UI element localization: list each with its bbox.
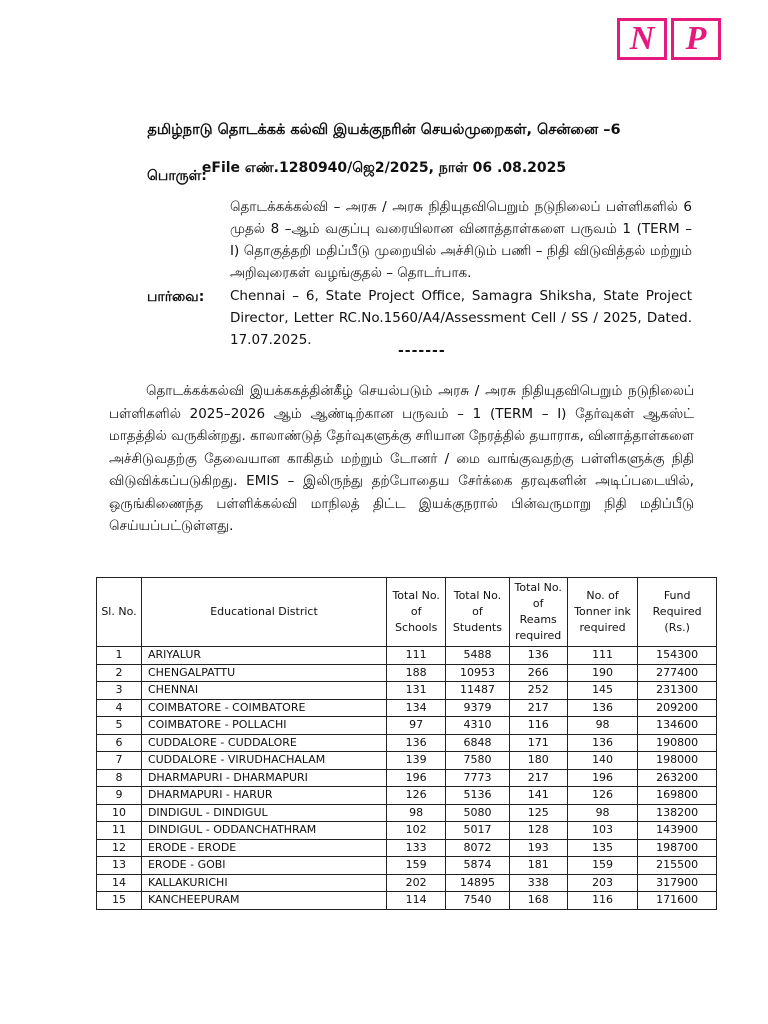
table-row [97,804,717,822]
cell-tonner: 126 [567,787,637,805]
cell-schools: 136 [387,734,446,752]
reference-text: Chennai – 6, State Project Office, Samagra Shiksha, State Project Director, Letter RC.No.1560/A4/Assessment Cell / SS / 2025, Dated. 17.07.2025. [230,288,692,348]
cell-reams: 168 [509,892,567,910]
cell-sl-no: 10 [97,804,142,822]
cell-reams: 116 [509,717,567,735]
cell-sl-no: 8 [97,769,142,787]
np-logo [617,18,721,60]
header-district: Educational District [141,578,386,647]
cell-students: 11487 [446,682,509,700]
cell-tonner: 111 [567,647,637,665]
cell-sl-no: 13 [97,857,142,875]
cell-fund: 190800 [638,734,717,752]
logo-letter-p: P [671,18,721,60]
cell-sl-no: 12 [97,839,142,857]
cell-tonner: 203 [567,874,637,892]
cell-schools: 202 [387,874,446,892]
cell-fund: 143900 [638,822,717,840]
cell-district: KANCHEEPURAM [141,892,386,910]
cell-schools: 133 [387,839,446,857]
cell-students: 5017 [446,822,509,840]
table-header-row [97,578,717,647]
cell-students: 7773 [446,769,509,787]
table-row [97,647,717,665]
table-row [97,752,717,770]
cell-sl-no: 11 [97,822,142,840]
cell-reams: 181 [509,857,567,875]
table-row [97,787,717,805]
cell-district: DINDIGUL - ODDANCHATHRAM [141,822,386,840]
cell-district: CHENNAI [141,682,386,700]
cell-students: 5488 [446,647,509,665]
cell-schools: 139 [387,752,446,770]
table-row [97,734,717,752]
cell-district: CHENGALPATTU [141,664,386,682]
cell-sl-no: 7 [97,752,142,770]
table-row [97,699,717,717]
table-row [97,839,717,857]
cell-fund: 138200 [638,804,717,822]
cell-district: CUDDALORE - VIRUDHACHALAM [141,752,386,770]
cell-fund: 277400 [638,664,717,682]
fund-table [96,577,717,910]
cell-tonner: 145 [567,682,637,700]
cell-fund: 134600 [638,717,717,735]
cell-students: 4310 [446,717,509,735]
subject-label: பொருள்: [147,168,207,184]
header-sl-no: Sl. No. [97,578,142,647]
cell-fund: 154300 [638,647,717,665]
table-row [97,682,717,700]
cell-reams: 180 [509,752,567,770]
cell-fund: 317900 [638,874,717,892]
cell-schools: 126 [387,787,446,805]
cell-schools: 188 [387,664,446,682]
cell-fund: 198000 [638,752,717,770]
cell-schools: 111 [387,647,446,665]
table-row [97,874,717,892]
separator: ------- [398,343,446,359]
cell-tonner: 136 [567,699,637,717]
cell-schools: 196 [387,769,446,787]
cell-tonner: 98 [567,717,637,735]
cell-district: ERODE - GOBI [141,857,386,875]
body-paragraph: தொடக்கக்கல்வி இயக்ககத்தின்கீழ் செயல்படும் அரசு / அரசு நிதியுதவிபெறும் நடுநிலைப் பள்ளிகளில் 2025–2026 ஆம் ஆண்டிற்கான பருவம் – 1 (TERM – I) தேர்வுகள் ஆகஸ்ட் மாதத்தில் வருகின்றது. காலாண்டுத் தேர்வுகளுக்கு சரியான நேரத்தில் தயாராக, வினாத்தாள்களை அச்சிடுவதற்கு தேவையான காகிதம் மற்றும் டோனர் / மை வாங்குவதற்கு பள்ளிகளுக்கு நிதி விடுவிக்கப்படுகிறது. EMIS – இலிருந்து தற்போதைய சேர்க்கை தரவுகளின் அடிப்படையில், ஒருங்கிணைந்த பள்ளிக்கல்வி மாநிலத் திட்ட இயக்குநரால் பின்வருமாறு நிதி மதிப்பீடு செய்யப்பட்டுள்ளது. [109,383,694,534]
cell-sl-no: 1 [97,647,142,665]
cell-tonner: 103 [567,822,637,840]
cell-district: DINDIGUL - DINDIGUL [141,804,386,822]
office-header: தமிழ்நாடு தொடக்கக் கல்வி இயக்குநரின் செயல்முறைகள், சென்னை –6 [147,122,621,138]
cell-district: ARIYALUR [141,647,386,665]
cell-students: 7540 [446,892,509,910]
cell-sl-no: 6 [97,734,142,752]
cell-students: 10953 [446,664,509,682]
cell-sl-no: 4 [97,699,142,717]
cell-reams: 125 [509,804,567,822]
cell-district: COIMBATORE - POLLACHI [141,717,386,735]
header-reams: Total No. of Reams required [509,578,567,647]
cell-schools: 97 [387,717,446,735]
table-row [97,769,717,787]
cell-sl-no: 5 [97,717,142,735]
table-row [97,822,717,840]
cell-tonner: 190 [567,664,637,682]
table-row [97,664,717,682]
cell-students: 9379 [446,699,509,717]
logo-letter-n: N [617,18,667,60]
cell-fund: 169800 [638,787,717,805]
cell-reams: 338 [509,874,567,892]
cell-reams: 217 [509,699,567,717]
cell-reams: 128 [509,822,567,840]
cell-reams: 217 [509,769,567,787]
cell-tonner: 196 [567,769,637,787]
cell-students: 6848 [446,734,509,752]
cell-reams: 171 [509,734,567,752]
cell-district: DHARMAPURI - DHARMAPURI [141,769,386,787]
cell-fund: 171600 [638,892,717,910]
cell-reams: 136 [509,647,567,665]
cell-tonner: 116 [567,892,637,910]
cell-students: 5136 [446,787,509,805]
cell-sl-no: 9 [97,787,142,805]
cell-reams: 193 [509,839,567,857]
cell-schools: 102 [387,822,446,840]
cell-fund: 215500 [638,857,717,875]
cell-students: 14895 [446,874,509,892]
table-row [97,857,717,875]
cell-district: COIMBATORE - COIMBATORE [141,699,386,717]
cell-tonner: 98 [567,804,637,822]
cell-students: 7580 [446,752,509,770]
cell-reams: 266 [509,664,567,682]
cell-fund: 198700 [638,839,717,857]
cell-schools: 159 [387,857,446,875]
cell-district: ERODE - ERODE [141,839,386,857]
cell-tonner: 136 [567,734,637,752]
table-row [97,892,717,910]
cell-sl-no: 15 [97,892,142,910]
cell-schools: 114 [387,892,446,910]
cell-schools: 98 [387,804,446,822]
cell-reams: 252 [509,682,567,700]
cell-schools: 134 [387,699,446,717]
header-schools: Total No. of Schools [387,578,446,647]
cell-district: DHARMAPURI - HARUR [141,787,386,805]
cell-district: CUDDALORE - CUDDALORE [141,734,386,752]
cell-tonner: 159 [567,857,637,875]
cell-tonner: 135 [567,839,637,857]
cell-schools: 131 [387,682,446,700]
cell-students: 8072 [446,839,509,857]
table-row [97,717,717,735]
header-tonner: No. of Tonner ink required [567,578,637,647]
cell-reams: 141 [509,787,567,805]
cell-students: 5080 [446,804,509,822]
cell-district: KALLAKURICHI [141,874,386,892]
header-students: Total No. of Students [446,578,509,647]
cell-sl-no: 14 [97,874,142,892]
cell-fund: 231300 [638,682,717,700]
reference-label: பார்வை: [147,289,205,305]
cell-tonner: 140 [567,752,637,770]
header-fund: Fund Required (Rs.) [638,578,717,647]
subject-text: தொடக்கக்கல்வி – அரசு / அரசு நிதியுதவிபெறும் நடுநிலைப் பள்ளிகளில் 6 முதல் 8 –ஆம் வகுப்பு வரையிலான வினாத்தாள்களை பருவம் 1 (TERM – I) தொகுத்தறி மதிப்பீடு முறையில் அச்சிடும் பணி – நிதி விடுவித்தல் மற்றும் அறிவுரைகள் வழங்குதல் – தொடர்பாக. [230,199,692,281]
cell-sl-no: 2 [97,664,142,682]
cell-sl-no: 3 [97,682,142,700]
cell-students: 5874 [446,857,509,875]
cell-fund: 263200 [638,769,717,787]
efile-number: eFile எண்.1280940/ஜெ2/2025, நாள் 06 .08.2025 [201,160,567,176]
cell-fund: 209200 [638,699,717,717]
